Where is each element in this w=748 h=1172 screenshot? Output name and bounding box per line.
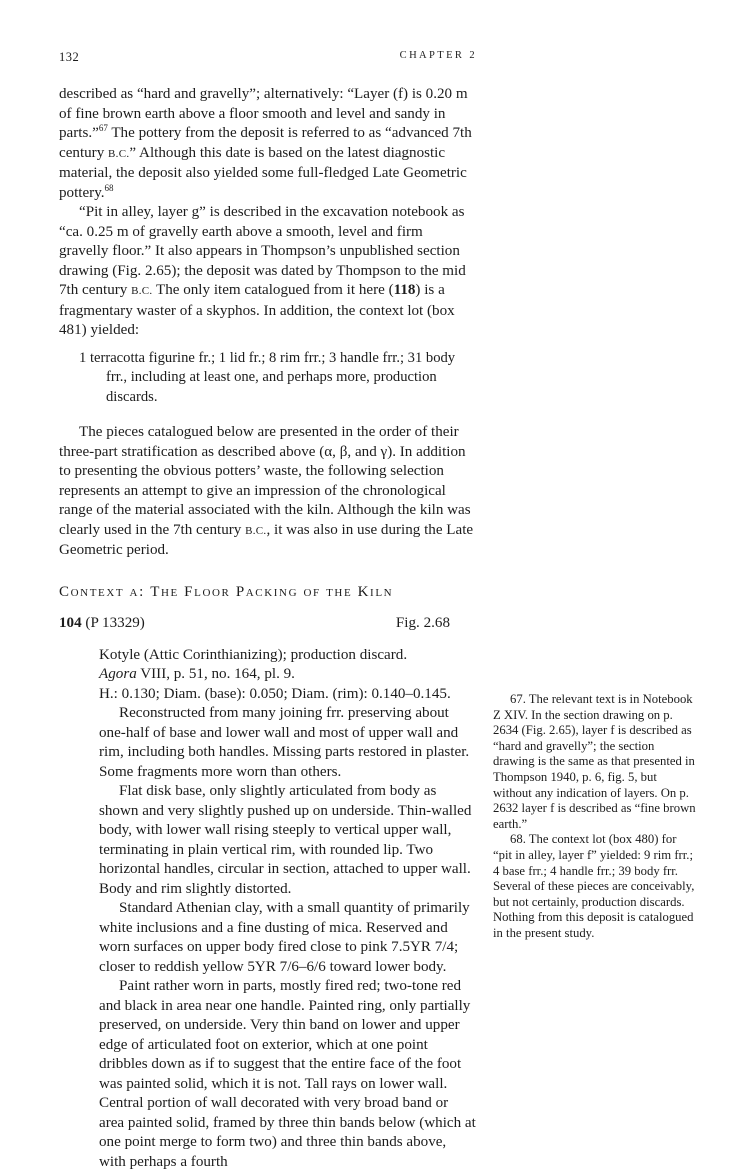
paragraph-text: ” Although this date is based on the latest diagnostic material, the deposit also yielded some full-fledged Late Geometric pottery.: [59, 145, 467, 201]
inventory-number: (P 13329): [82, 615, 145, 631]
publication-reference: VIII, p. 51, no. 164, pl. 9.: [137, 666, 295, 682]
entry-shape: Flat disk base, only slightly articulated from body as shown and very slightly pushed up on underside. Thin-walled body, with lower wall rising steeply to vertical upper wall, terminating in plain vertical rim, with rounded lip. Two horizontal handles, circular in section, attached to upper wall. Body and rim slightly distorted.: [99, 782, 476, 899]
paragraph-text: The pieces catalogued below are presented in the order of their three-part stratification as described above (α, β, and γ). In addition to presenting the obvious potters’ waste, the following selection represents an attempt to give an impression of the chronological range of the material associated with the kiln. Although the kiln was clearly used in the 7th century: [59, 424, 471, 538]
entry-id: [59, 614, 145, 634]
entry-number: 104: [59, 615, 82, 631]
entry-decoration: Paint rather worn in parts, mostly fired red; two-tone red and black in area near one handle. Painted ring, only partially preserved, on underside. Very thin band on lower and upper edge of articulated foot on exterior, which at one point dribbles down as if to suggest that the entire face of the foot was painted solid, which it is not. Tall rays on lower wall. Central portion of wall decorated with very broad band or area painted solid, framed by three thin bands below (which at one point merge to form two) and three thin bands above, with perhaps a fourth: [99, 977, 476, 1172]
paragraph-text: ) is a fragmentary waster of a skyphos. In addition, the context lot (box 481) yielded:: [59, 282, 455, 338]
catalogue-entry: [59, 646, 476, 1172]
entry-bibliography: [99, 665, 476, 685]
era-abbreviation: B.C.: [245, 525, 266, 537]
figure-reference[interactable]: Fig. 2.68: [396, 614, 476, 634]
footnote-67: 67. The relevant text is in Notebook Z XIV. In the section drawing on p. 2634 (Fig. 2.65), layer f is described as “hard and gravelly”; the section drawing is the same as that presented in Thompson 1940, p. 6, fig. 5, but without any indication of layers. On p. 2632 layer f is described as “fine brown earth.”: [493, 692, 698, 832]
catalogue-entry-header: [59, 614, 476, 634]
entry-identification: Kotyle (Attic Corinthianizing); production discard.: [99, 646, 476, 666]
publication-title: Agora: [99, 666, 137, 682]
paragraph-text: The only item catalogued from it here (: [152, 282, 393, 298]
paragraph-text: The pottery from the deposit is referred to as “advanced 7th century: [59, 125, 472, 161]
era-abbreviation: B.C.: [108, 148, 129, 160]
era-abbreviation: B.C.: [131, 285, 152, 297]
entry-dimensions: H.: 0.130; Diam. (base): 0.050; Diam. (rim): 0.140–0.145.: [99, 685, 476, 705]
paragraph: [59, 203, 476, 341]
page-number: 132: [59, 50, 79, 65]
footnote-ref[interactable]: 67: [99, 123, 108, 133]
paragraph-text: , it was also in use during the Late Geometric period.: [59, 522, 473, 559]
section-heading: Context α: The Floor Packing of the Kiln: [59, 583, 476, 603]
footnote-68: 68. The context lot (box 480) for “pit in alley, layer f” yielded: 9 rim frr.; 4 base frr.; 4 handle frr.; 39 body frr. Several of these pieces are conceivably, but not certainly, production discards. Nothing from this deposit is catalogued in the present study.: [493, 832, 698, 941]
catalogue-number: 118: [394, 282, 416, 298]
paragraph-text: “Pit in alley, layer g” is described in the excavation notebook as “ca. 0.25 m of gravelly earth above a smooth, level and firm gravelly floor.” It also appears in Thompson’s unpublished section drawing (Fig. 2.65); the deposit was dated by Thompson to the mid 7th century: [59, 204, 466, 298]
footnotes-column: [493, 692, 698, 942]
main-text-column: [59, 85, 476, 1172]
paragraph: [59, 85, 476, 203]
entry-fabric: Standard Athenian clay, with a small quantity of primarily white inclusions and a fine dusting of mica. Reserved and worn surfaces on upper body fired close to pink 7.5YR 7/4; closer to reddish yellow 5YR 7/6–6/6 toward lower body.: [99, 899, 476, 977]
context-lot-list: 1 terracotta figurine fr.; 1 lid fr.; 8 rim frr.; 3 handle frr.; 31 body frr., including at least one, and perhaps more, production discards.: [79, 349, 476, 408]
paragraph-text: described as “hard and gravelly”; alternatively: “Layer (f) is 0.20 m of fine brown earth above a floor smooth and level and sandy in parts.”: [59, 86, 468, 141]
paragraph: [59, 423, 476, 561]
chapter-title: CHAPTER 2: [400, 50, 477, 61]
footnote-ref[interactable]: 68: [105, 183, 114, 193]
entry-preservation: Reconstructed from many joining frr. preserving about one-half of base and lower wall and most of upper wall and rim, including both handles. Missing parts restored in plaster. Some fragments more worn than others.: [99, 704, 476, 782]
